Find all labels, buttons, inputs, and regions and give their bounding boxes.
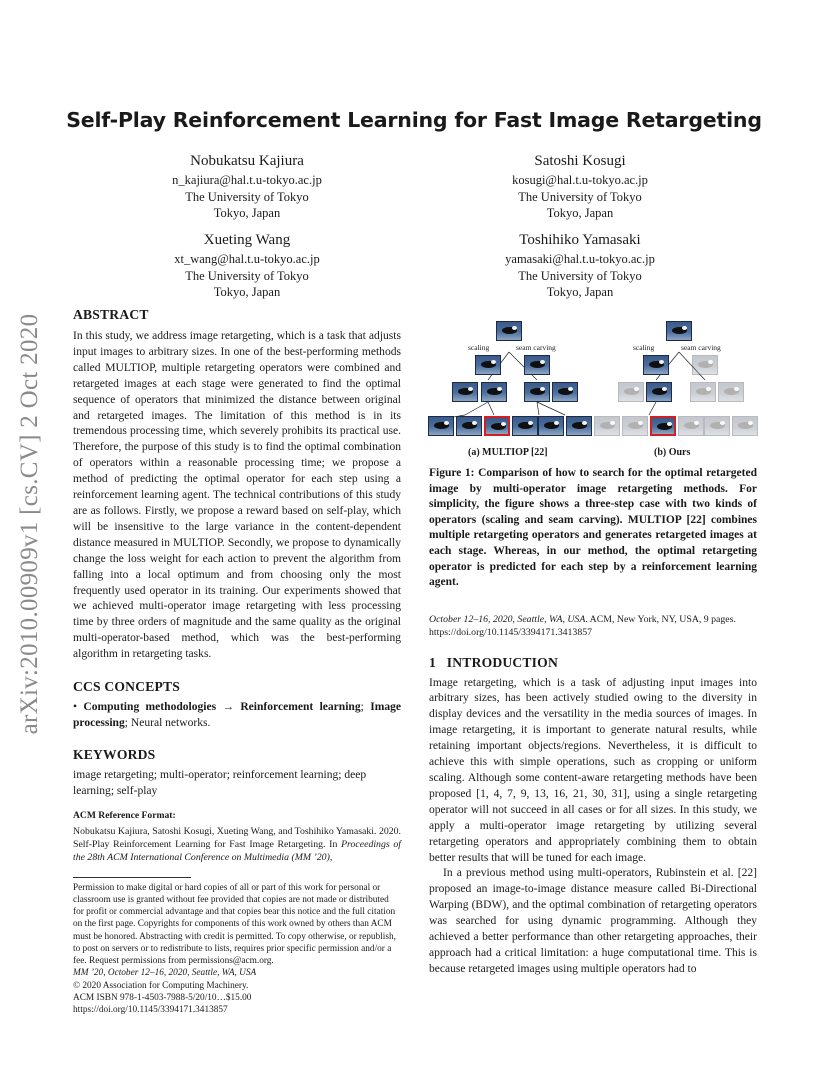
ccs-separator: ; xyxy=(360,701,371,714)
figure-thumb xyxy=(643,355,669,375)
figure-thumb xyxy=(566,416,592,436)
abstract-heading: ABSTRACT xyxy=(73,307,149,322)
acm-ref-plain: Nobukatsu Kajiura, Satoshi Kosugi, Xueting Wang, and Toshihiko Yamasaki. 2020. Self-Play Reinforcement Learning for Fast Image Retargeting. In xyxy=(73,825,401,851)
figure-1 xyxy=(428,318,758,462)
figure-thumb xyxy=(704,416,730,436)
figure-thumb xyxy=(496,321,522,341)
acm-ref-text xyxy=(73,825,401,865)
figure-thumb xyxy=(678,416,704,436)
author-email: kosugi@hal.t.u-tokyo.ac.jp xyxy=(512,173,648,187)
figure-thumb xyxy=(692,355,718,375)
footnote-rule xyxy=(73,877,191,878)
acm-ref-heading: ACM Reference Format: xyxy=(73,809,176,821)
permission-copyright: © 2020 Association for Computing Machinery. xyxy=(73,980,249,991)
figure-thumb xyxy=(732,416,758,436)
author-name: Toshihiko Yamasaki xyxy=(519,232,641,248)
figure-thumb xyxy=(524,382,550,402)
keywords-heading: KEYWORDS xyxy=(73,746,156,762)
permission-text: Permission to make digital or hard copies of all or part of this work for personal or classroom use is granted without fee provided that copies are not made or distributed for profit or commercial advantage and that copies bear this notice and the full citation on the first page. Copyrights for components of this work owned by others than ACM must be honored. Abstracting with credit is permitted. To copy otherwise, or republish, to post on servers or to redistribute to lists, requires prior specific permission and/or a fee. Request permissions from permissions@acm.org. xyxy=(73,882,396,967)
author-affiliation: The University of Tokyo xyxy=(185,268,309,283)
figure-thumb xyxy=(456,416,482,436)
figure-caption: Figure 1: Comparison of how to search for the optimal retargeted image by multi-operator image retargeting methods. For simplicity, the figure shows a three-step case with two kinds of operators (scaling and seam carving). MULTIOP [22] combines multiple retargeting operators and generates retargeted images at each stage. Whereas, in our method, the optimal retargeting operator is predicted for each step by a reinforcement learning agent. xyxy=(429,467,757,589)
figure-thumb xyxy=(552,382,578,402)
figure-thumb xyxy=(428,416,454,436)
figure-thumb xyxy=(524,355,550,375)
permission-block xyxy=(73,882,401,1016)
acm-ref-continued-plain: . ACM, New York, NY, USA, 9 pages. https://doi.org/10.1145/3394171.3413857 xyxy=(429,613,736,639)
author-name: Xueting Wang xyxy=(203,232,291,248)
permission-isbn: ACM ISBN 978-1-4503-7988-5/20/10…$15.00 xyxy=(73,992,252,1003)
author-block-2 xyxy=(450,152,710,222)
figure-thumb xyxy=(475,355,501,375)
permission-venue: MM ’20, October 12–16, 2020, Seattle, WA, USA xyxy=(73,968,257,979)
author-block-1 xyxy=(117,152,377,222)
author-block-3 xyxy=(117,231,377,301)
author-email: xt_wang@hal.t.u-tokyo.ac.jp xyxy=(174,252,320,266)
figure-label-seam: seam carving xyxy=(681,343,721,352)
author-location: Tokyo, Japan xyxy=(546,285,614,299)
right-column xyxy=(429,466,757,978)
figure-thumb xyxy=(718,382,744,402)
ccs-text xyxy=(73,700,401,732)
author-name: Satoshi Kosugi xyxy=(534,153,626,169)
ccs-bullet: • xyxy=(73,701,78,714)
figure-thumb xyxy=(646,382,672,402)
left-column xyxy=(73,306,401,1016)
author-name: Nobukatsu Kajiura xyxy=(190,153,304,169)
intro-paragraph-2: In a previous method using multi-operators, Rubinstein et al. [22] proposed an image-to-image distance measure called Bi-Directional Warping (BDW), and the optimal combination of retargeting operators was searched for using dynamic programming. Although they achieved a better performance than other retargeting approaches, their approach had a critical limitation: a huge computational time. This is because retargeted images using multiple operators had to xyxy=(429,867,757,975)
author-email: n_kajiura@hal.t.u-tokyo.ac.jp xyxy=(172,173,322,187)
figure-label-scaling: scaling xyxy=(633,343,655,352)
figure-label-scaling: scaling xyxy=(468,343,490,352)
figure-thumb xyxy=(538,416,564,436)
author-affiliation: The University of Tokyo xyxy=(518,189,642,204)
abstract-text: In this study, we address image retargeting, which is a task that adjusts input images to arbitrary sizes. In one of the best-performing methods called MULTIOP, multiple retargeting operators were combined and retargeted images at each stage were generated to find the optimal sequence of operators that minimized the distance between original and retargeted images. The limitation of this method is in its tremendous processing time, which severely prohibits its practical use. Therefore, the purpose of this study is to find the optimal combination of operators within a reasonable processing time; we propose a method of predicting the optimal operator for each step using a reinforcement learning agent. The technical contributions of this study are as follows. Firstly, we propose a reward based on self-play, which will be insensitive to the large variance in the content-dependent distance measured in MULTIOP. Secondly, we propose to dynamically change the loss weight for each action to prevent the algorithm from falling into a local optimum and from choosing only the most frequently used operator in its training. Our experiments showed that we achieved multi-operator image retargeting with less processing time by three orders of magnitude and the same quality as the original multi-operator-based method, which was the best-performing algorithm in retargeting tasks. xyxy=(73,330,401,661)
intro-paragraph-1: Image retargeting, which is a task of adjusting input images into arbitrary sizes, has been actively studied owing to the diversity in display devices and the versatility in the media sources of images. In image retargeting, it is important to generate natural results, while retaining important objects/regions. Nevertheless, it is difficult to achieve this with simple operations, such as cropping or uniform scaling. Although some content-aware retargeting methods have been proposed [1, 4, 7, 9, 13, 16, 21, 30, 31], using a single retargeting operator will not succeed in all cases or for all sizes. In this study, we apply a multi-operator image retargeting by utilizing several retargeting operators and appropriately combining them to obtain better results that will be tuned for each image. xyxy=(429,676,757,864)
permission-doi: https://doi.org/10.1145/3394171.3413857 xyxy=(73,1004,228,1015)
author-affiliation: The University of Tokyo xyxy=(518,268,642,283)
author-location: Tokyo, Japan xyxy=(546,206,614,220)
intro-heading-text: INTRODUCTION xyxy=(446,654,558,670)
keywords-text: image retargeting; multi-operator; reinforcement learning; deep learning; self-play xyxy=(73,768,367,797)
intro-heading-number: 1 xyxy=(429,654,436,670)
figure-thumb-selected xyxy=(650,416,676,436)
figure-thumb xyxy=(512,416,538,436)
figure-sublabel-a: (a) MULTIOP [22] xyxy=(468,447,548,458)
figure-thumb xyxy=(618,382,644,402)
figure-thumb xyxy=(481,382,507,402)
ccs-item-1: Computing methodologies → Reinforcement learning xyxy=(83,701,361,714)
figure-thumb xyxy=(690,382,716,402)
figure-thumb-selected xyxy=(484,416,510,436)
ccs-item-2: Image processing xyxy=(73,701,401,729)
figure-thumb xyxy=(452,382,478,402)
author-block-4 xyxy=(450,231,710,301)
ccs-heading: CCS CONCEPTS xyxy=(73,679,181,695)
acm-ref-continued xyxy=(429,613,757,640)
acm-ref-italic: Proceedings of the 28th ACM International Conference on Multimedia (MM ’20), xyxy=(73,839,401,864)
author-location: Tokyo, Japan xyxy=(213,285,281,299)
figure-label-seam: seam carving xyxy=(516,343,556,352)
figure-sublabel-b: (b) Ours xyxy=(654,447,691,458)
figure-thumb xyxy=(594,416,620,436)
author-location: Tokyo, Japan xyxy=(213,206,281,220)
ccs-rest: ; Neural networks. xyxy=(124,716,211,729)
author-email: yamasaki@hal.t.u-tokyo.ac.jp xyxy=(505,252,655,266)
figure-thumb xyxy=(666,321,692,341)
acm-ref-continued-italic: October 12–16, 2020, Seattle, WA, USA xyxy=(429,613,586,625)
author-affiliation: The University of Tokyo xyxy=(185,189,309,204)
intro-heading xyxy=(429,654,757,672)
paper-title: Self-Play Reinforcement Learning for Fast Image Retargeting xyxy=(66,108,762,132)
arxiv-stamp: arXiv:2010.00909v1 [cs.CV] 2 Oct 2020 xyxy=(16,313,43,735)
figure-thumb xyxy=(622,416,648,436)
